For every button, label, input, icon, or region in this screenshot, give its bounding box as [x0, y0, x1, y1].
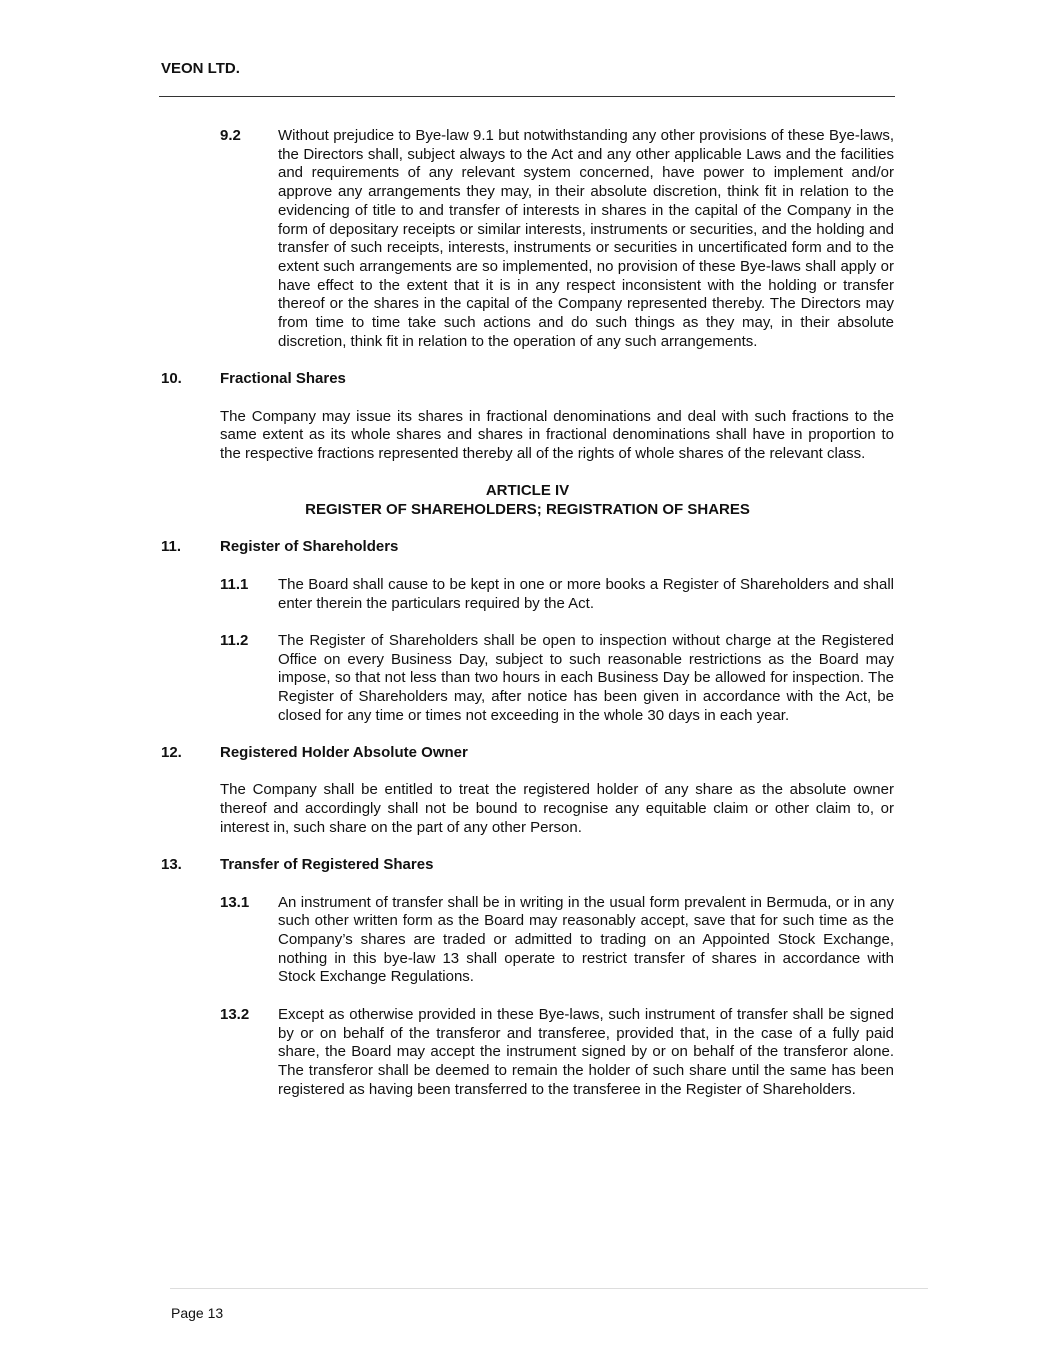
article-number: ARTICLE IV	[485, 482, 570, 500]
section-13-heading	[161, 856, 894, 875]
clause-text: The Register of Shareholders shall be open to inspection without charge at the Registered Office on every Business Day, subject to such reasonable restrictions as the Board may impose, so that not less than two hours in each Business Day be allowed for inspection. The Register of Shareholders may, after notice has been given in accordance with the Act, be closed for any time or times not exceeding in the whole 30 days in each year.	[278, 631, 894, 724]
clause-number: 13.2	[220, 1005, 250, 1023]
section-number: 11.	[161, 538, 182, 556]
clause-9-2	[220, 127, 894, 351]
clause-11-1	[220, 576, 894, 613]
section-10-paragraph: The Company may issue its shares in fractional denominations and deal with such fractions to the same extent as its whole shares and shares in fractional denominations shall have in proportion to the respective fractions represented thereby all of the rights of whole shares of the relevant class.	[220, 407, 894, 462]
section-12-heading	[161, 744, 894, 763]
clause-number: 11.2	[220, 631, 249, 649]
section-title: Registered Holder Absolute Owner	[220, 744, 468, 762]
section-number: 10.	[161, 370, 182, 388]
clause-number: 9.2	[220, 127, 241, 144]
section-title: Fractional Shares	[220, 370, 346, 388]
header-divider	[159, 96, 895, 97]
document-body	[161, 127, 894, 1099]
section-12-paragraph: The Company shall be entitled to treat the registered holder of any share as the absolute owner thereof and accordingly shall not be bound to recognise any equitable claim or other claim to, or interest in, such share on the part of any other Person.	[220, 781, 894, 836]
clause-13-2	[220, 1006, 894, 1100]
document-header-title: VEON LTD.	[161, 60, 240, 77]
section-11-heading	[161, 538, 894, 557]
section-number: 13.	[161, 856, 182, 874]
clause-text: The Board shall cause to be kept in one or more books a Register of Shareholders and shall enter therein the particulars required by the Act.	[278, 575, 894, 612]
clause-number: 11.1	[220, 575, 249, 593]
footer-divider	[170, 1288, 928, 1289]
section-number: 12.	[161, 744, 182, 762]
clause-13-1	[220, 894, 894, 988]
clause-text: Without prejudice to Bye-law 9.1 but notwithstanding any other provisions of these Bye-laws, the Directors shall, subject always to the Act and any other applicable Laws and the facilities and requirements of any relevant system concerned, have power to implement and/or approve any arrangements they may, in their absolute discretion, think fit in relation to the evidencing of title to and transfer of interests in shares in the capital of the Company in the form of depositary receipts or similar interests, instruments or securities, and the holding and transfer of such receipts, interests, instruments or securities in uncertificated form and to the extent such arrangements are so implemented, no provision of these Bye-laws shall apply or have effect to the extent that it is in any respect inconsistent with the holding or transfer thereof or the shares in the capital of the Company represented thereby. The Directors may from time to time take such actions and do such things as they may, in their absolute discretion, think fit in relation to the operation of any such arrangements.	[278, 127, 894, 350]
article-heading	[161, 482, 894, 519]
clause-text: Except as otherwise provided in these Bye-laws, such instrument of transfer shall be signed by or on behalf of the transferor and transferee, provided that, in the case of a fully paid share, the Board may accept the instrument signed by or on behalf of the transferor alone. The transferor shall be deemed to remain the holder of such share until the same has been registered as having been transferred to the transferee in the Register of Shareholders.	[278, 1005, 894, 1098]
clause-text: An instrument of transfer shall be in writing in the usual form prevalent in Bermuda, or in any such other written form as the Board may reasonably accept, save that for such time as the Company’s shares are traded or admitted to trading on an Appointed Stock Exchange, nothing in this bye-law 13 shall operate to restrict transfer of shares in accordance with Stock Exchange Regulations.	[278, 893, 894, 986]
clause-11-2	[220, 632, 894, 726]
page-number: Page 13	[171, 1305, 224, 1321]
article-title: REGISTER OF SHAREHOLDERS; REGISTRATION OF SHARES	[305, 501, 750, 519]
section-10-heading	[161, 370, 894, 389]
clause-number: 13.1	[220, 893, 250, 911]
section-title: Transfer of Registered Shares	[220, 856, 434, 874]
section-title: Register of Shareholders	[220, 538, 399, 556]
